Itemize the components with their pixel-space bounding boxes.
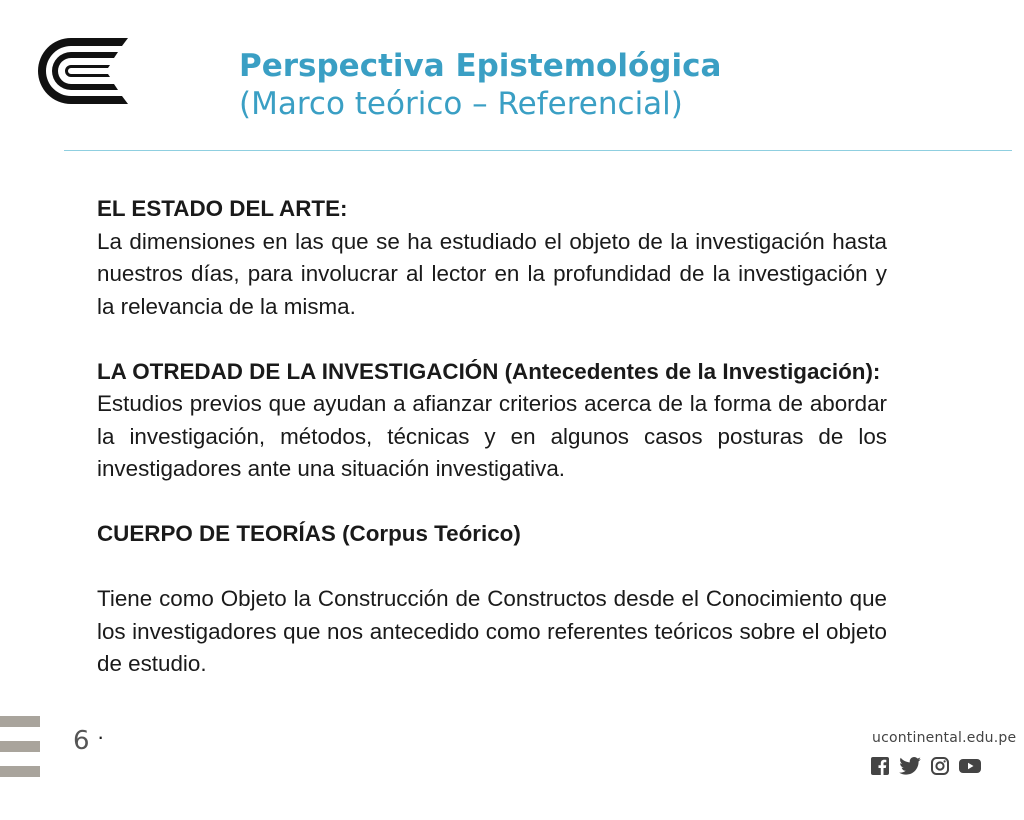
website-url[interactable]: ucontinental.edu.pe (872, 730, 1017, 746)
spacer (97, 323, 887, 356)
slide-subtitle: (Marco teórico – Referencial) (239, 85, 683, 122)
spacer (97, 486, 887, 519)
section-heading-estado-del-arte: EL ESTADO DEL ARTE: (97, 196, 348, 221)
side-bar (0, 741, 40, 752)
section-heading-otredad: LA OTREDAD DE LA INVESTIGACIÓN (Antecedentes de la Investigación): (97, 358, 881, 384)
paragraph-cuerpo-teorias: Tiene como Objeto la Construcción de Constructos desde el Conocimiento que los investigadores que nos antecedido como referentes teóricos sobre el objeto de estudio. (97, 586, 887, 676)
section-heading-cuerpo-teorias: CUERPO DE TEORÍAS (Corpus Teórico) (97, 521, 521, 546)
bullet-dot: · (97, 724, 105, 749)
side-bar (0, 716, 40, 727)
page-number: 6 (73, 726, 90, 756)
slide-title-block (239, 48, 721, 124)
header-divider (64, 150, 1012, 151)
social-links (871, 757, 981, 775)
university-logo (38, 38, 128, 104)
paragraph-otredad: Estudios previos que ayudan a afianzar criterios acerca de la forma de abordar la investigación, métodos, técnicas y en algunos casos posturas de los investigadores ante una situación investigativa. (97, 391, 887, 481)
paragraph-estado-del-arte: La dimensiones en las que se ha estudiado el objeto de la investigación hasta nuestros días, para involucrar al lector en la profundidad de la investigación y la relevancia de la misma. (97, 228, 887, 319)
spacer (97, 551, 887, 584)
side-bar (0, 766, 40, 777)
instagram-icon[interactable] (931, 757, 949, 775)
facebook-icon[interactable] (871, 757, 889, 775)
menu-bars-decoration (0, 716, 40, 778)
slide-title: Perspectiva Epistemológica (239, 48, 722, 84)
youtube-icon[interactable] (959, 757, 981, 775)
slide-body (97, 193, 887, 681)
twitter-icon[interactable] (899, 757, 921, 775)
